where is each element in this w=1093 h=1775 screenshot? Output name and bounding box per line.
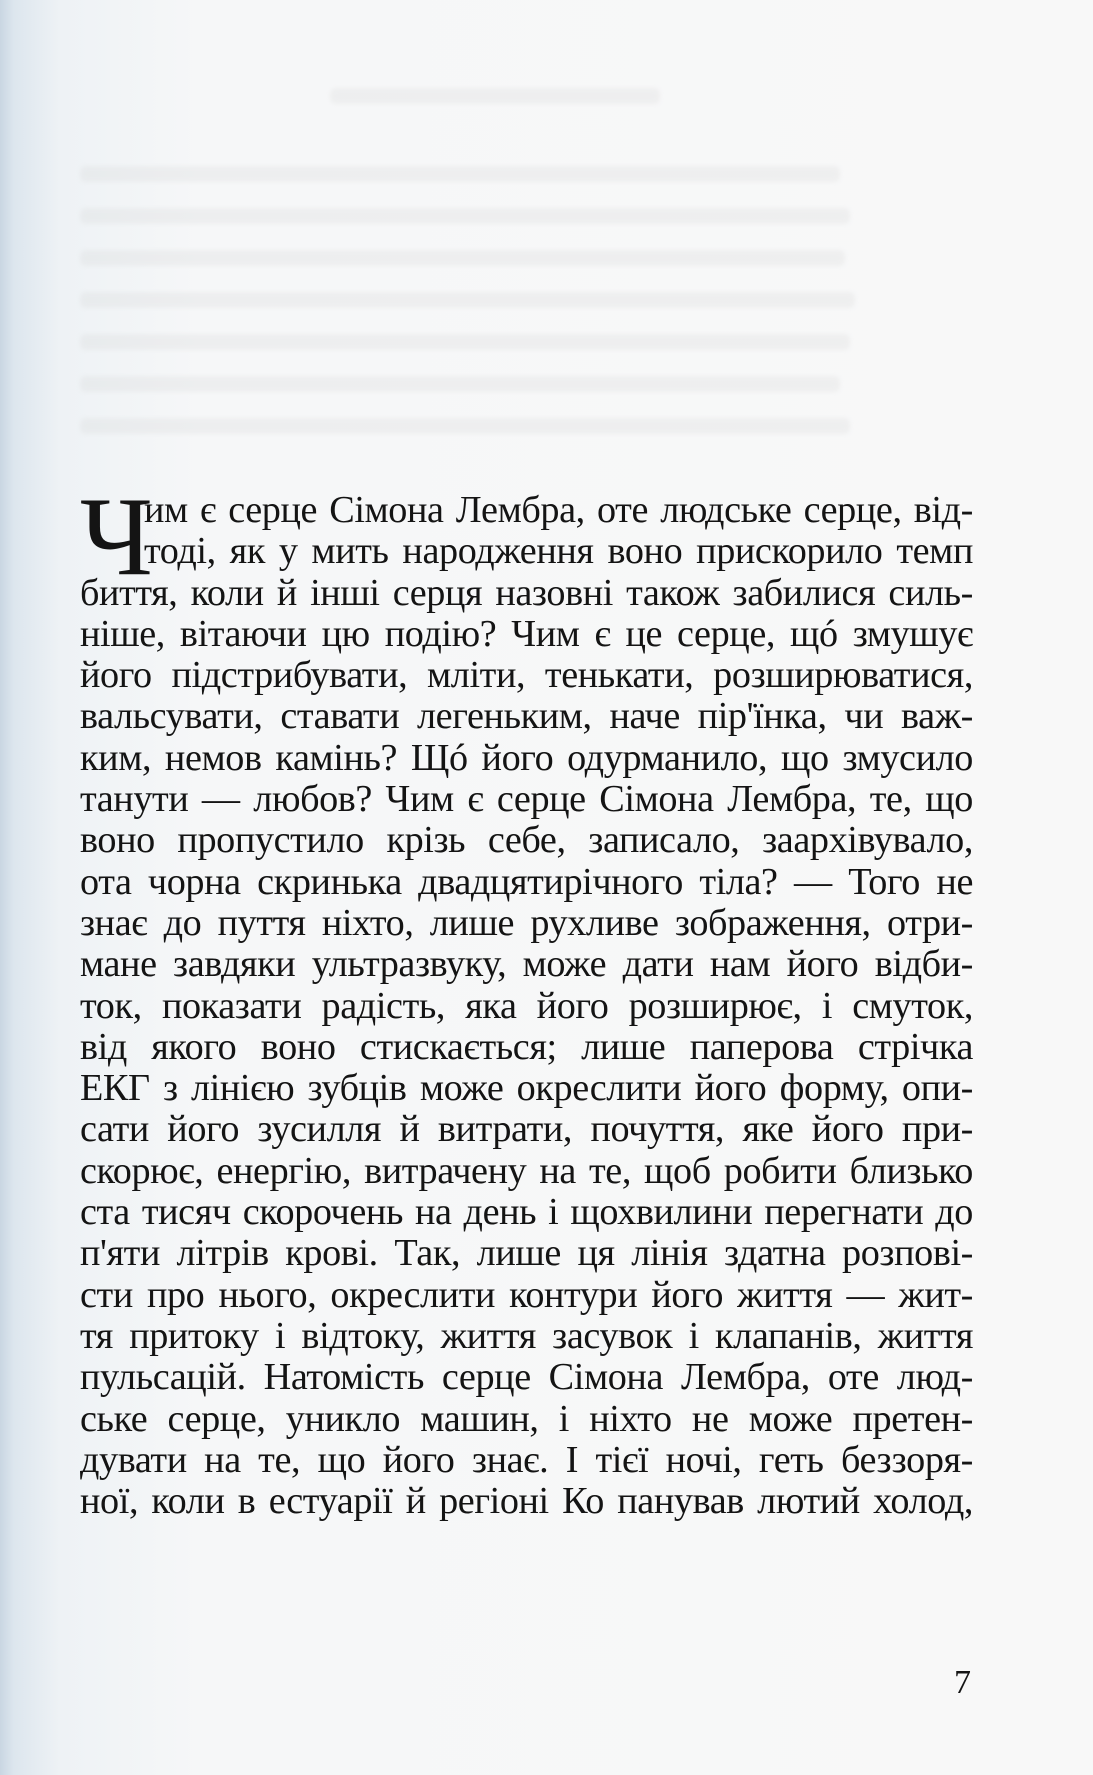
- text-line: скорює, енергію, витрачену на те, щоб робити близько: [80, 1149, 973, 1192]
- text-line: сти про нього, окреслити контури його життя — жит-: [80, 1273, 973, 1316]
- drop-cap: Ч: [80, 475, 153, 599]
- text-line: ота чорна скринька двадцятирічного тіла? — Того не: [80, 860, 973, 903]
- text-line: ніше, вітаючи цю подію? Чим є це серце, щó змушує: [80, 612, 973, 655]
- text-line: п'яти літрів крові. Так, лише ця лінія здатна розпові-: [80, 1232, 973, 1275]
- text-line: им є серце Сімона Лембра, оте людське серце, від-: [144, 489, 973, 531]
- text-line: пульсацій. Натомість серце Сімона Лембра, оте люд-: [80, 1356, 973, 1399]
- text-line: знає до пуття ніхто, лише рухливе зображення, отри-: [80, 901, 973, 944]
- text-line: сати його зусилля й витрати, почуття, яке його при-: [80, 1108, 973, 1151]
- text-line: ким, немов камінь? Щó його одурманило, що змусило: [80, 736, 973, 779]
- text-line: танути — любов? Чим є серце Сімона Лембра, те, що: [80, 778, 973, 821]
- text-line: від якого воно стискається; лише паперова стрічка: [80, 1025, 973, 1068]
- page-number: 7: [954, 1664, 971, 1701]
- text-line: биття, коли й інші серця назовні також забилися силь-: [80, 571, 973, 614]
- text-line: дувати на те, що його знає. І тієї ночі, геть беззоря-: [80, 1438, 973, 1481]
- text-line: ної, коли в естуарії й регіоні Ко панував лютий холод,: [80, 1480, 973, 1523]
- text-line: ське серце, уникло машин, і ніхто не може претен-: [80, 1397, 973, 1440]
- text-line: мане завдяки ультразвуку, може дати нам його відби-: [80, 943, 973, 986]
- text-line: ЕКГ з лінією зубців може окреслити його форму, опи-: [80, 1067, 973, 1110]
- text-line: його підстрибувати, мліти, тенькати, розширюватися,: [80, 654, 973, 697]
- text-line: тя притоку і відтоку, життя засувок і клапанів, життя: [80, 1314, 973, 1357]
- body-text: [80, 475, 973, 1523]
- text-line: воно пропустило крізь себе, записало, заархівувало,: [80, 819, 973, 862]
- text-line: ста тисяч скорочень на день і щохвилини перегнати до: [80, 1191, 973, 1234]
- bleed-through-text: [0, 0, 1093, 480]
- text-line: вальсувати, ставати легеньким, наче пір'їнка, чи важ-: [80, 695, 973, 738]
- text-line: ток, показати радість, яка його розширює, і смуток,: [80, 984, 973, 1027]
- text-line: тоді, як у мить народження воно прискорило темп: [144, 530, 973, 573]
